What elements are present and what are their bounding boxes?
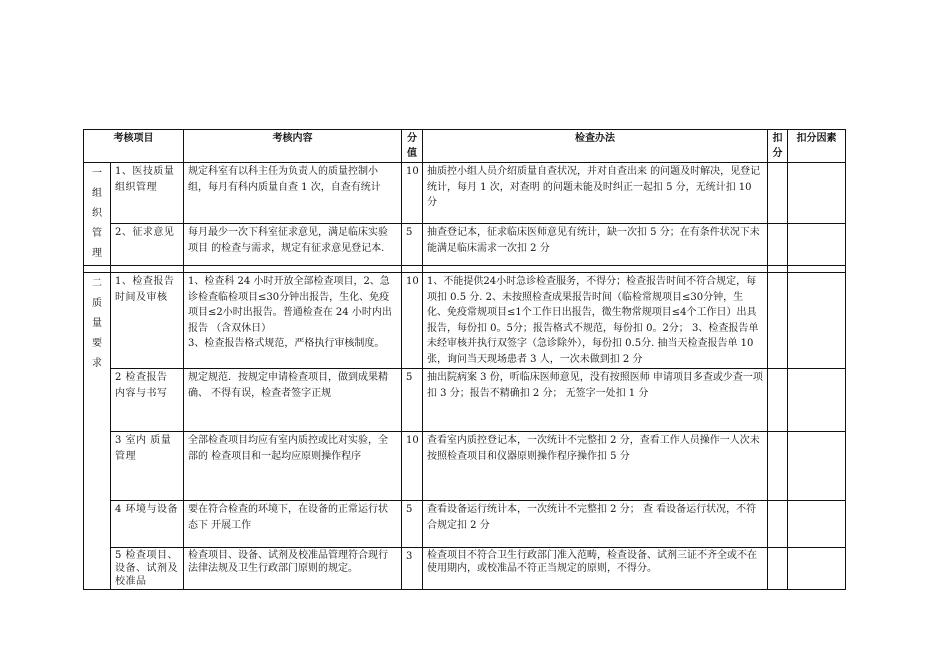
item-cell: 4 环境与设备 xyxy=(111,501,184,548)
content-cell: 全部检查项目均应有室内质控或比对实验，全部的 检查项目和一起均应原则操作程序 xyxy=(184,432,402,501)
spacer-cell xyxy=(788,266,846,273)
header-deduct xyxy=(768,130,788,163)
factor-cell xyxy=(788,224,846,266)
method-cell: 抽出院病案 3 份，听临床医师意见，没有按照医师 申请项目多查或少查一项扣 3 分；报告不精确扣 2 分； 无签字一处扣 1 分 xyxy=(423,369,768,432)
spacer-row xyxy=(84,266,846,273)
item-cell: 1、医技质量组织管理 xyxy=(111,163,184,224)
assessment-table xyxy=(83,129,846,590)
factor-cell xyxy=(788,501,846,548)
score-cell: 5 xyxy=(402,369,423,432)
score-cell: 3 xyxy=(402,548,423,590)
method-cell: 抽质控小组人员介绍质量自查状况，并对自查出来 的问题及时解决，见登记统计，每月 1 次，对查明 的问题未能及时纠正一起扣 5 分，无统计扣 10 分 xyxy=(423,163,768,224)
score-cell: 10 xyxy=(402,273,423,369)
content-cell: 每月最少一次下科室征求意见，满足临床实验项目 的检查与需求，规定有征求意见登记本. xyxy=(184,224,402,266)
category-char: 织 xyxy=(92,208,102,219)
spacer-cell xyxy=(423,266,768,273)
method-cell: 查看室内质控登记本，一次统计不完整扣 2 分，查看工作人员操作一人次未按照检查项目和仪器原则操作程序操作扣 5 分 xyxy=(423,432,768,501)
spacer-cell xyxy=(84,266,111,273)
header-score xyxy=(402,130,423,163)
content-cell: 规定科室有以科主任为负责人的质量控制小组，每月有科内质量自查 1 次，自查有统计 xyxy=(184,163,402,224)
spacer-cell xyxy=(111,266,184,273)
spacer-cell xyxy=(402,266,423,273)
score-cell: 5 xyxy=(402,501,423,548)
table-row xyxy=(84,163,846,224)
category-char: 二 xyxy=(92,278,102,289)
table-row xyxy=(84,432,846,501)
method-cell: 查看设备运行统计本，一次统计不完整扣 2 分； 查 看设备运行状况，不符合规定扣 2 分 xyxy=(423,501,768,548)
category-char: 管 xyxy=(92,228,102,239)
score-cell: 5 xyxy=(402,224,423,266)
item-cell: 2、征求意见 xyxy=(111,224,184,266)
deduct-cell xyxy=(768,163,788,224)
deduct-cell xyxy=(768,369,788,432)
deduct-cell xyxy=(768,432,788,501)
method-cell: 检查项目不符合卫生行政部门准入范畴，检查设备、试剂三证不齐全或不在使用期内，或校准品不符正当规定的原则，不得分。 xyxy=(423,548,768,590)
content-cell: 检查项目、设备、试剂及校准品管理符合现行法律法规及卫生行政部门原则的规定。 xyxy=(184,548,402,590)
score-cell: 10 xyxy=(402,163,423,224)
table-row xyxy=(84,273,846,369)
header-item: 考核项目 xyxy=(84,130,184,163)
category-char: 量 xyxy=(92,318,102,329)
deduct-cell xyxy=(768,273,788,369)
method-cell: 抽查登记本，征求临床医师意见有统计，缺一次扣 5 分；在有条件状况下未能满足临床需求一次扣 2 分 xyxy=(423,224,768,266)
header-method: 检查办法 xyxy=(423,130,768,163)
header-row xyxy=(84,130,846,163)
header-score-b: 值 xyxy=(407,148,417,159)
content-cell: 要在符合检查的环境下，在设备的正常运行状态下 开展工作 xyxy=(184,501,402,548)
header-deduct-a: 扣 xyxy=(772,133,783,144)
table-row xyxy=(84,501,846,548)
item-cell: 5 检查项目、 设备、试剂及校准品 xyxy=(111,548,184,590)
category-char: 一 xyxy=(92,168,102,179)
category-char: 求 xyxy=(92,358,102,369)
deduct-cell xyxy=(768,224,788,266)
method-cell: 1、不能提供24小时急诊检查服务，不得分；检查报告时间不符合规定，每项扣 0.5 分. 2、未按照检查成果报告时间（临检常规项目≤30分钟，生化、免疫常规项目≤1个工作日出报告，微生物常规项目≤4个工作日）出具报告，每份扣 0。5分；报告格式不规范，每份扣 0。2分； 3、检查报告单未经审核并执行双签字（急诊除外），每份扣 0.5分. 抽当天检查报告单 10 张，询问当天现场患者 3 人，一次未做到扣 2 分 xyxy=(423,273,768,369)
category-cell-2 xyxy=(84,273,111,590)
category-char: 理 xyxy=(92,248,102,259)
table-row xyxy=(84,548,846,590)
table-row xyxy=(84,369,846,432)
header-deduct-b: 分 xyxy=(772,148,783,159)
factor-cell xyxy=(788,369,846,432)
item-cell: 3 室内 质量管理 xyxy=(111,432,184,501)
factor-cell xyxy=(788,432,846,501)
factor-cell xyxy=(788,273,846,369)
deduct-cell xyxy=(768,501,788,548)
factor-cell xyxy=(788,548,846,590)
category-char: 质 xyxy=(92,298,102,309)
spacer-cell xyxy=(184,266,402,273)
header-factor: 扣分因素 xyxy=(788,130,846,163)
content-cell: 规定规范．按规定申请检查项目，做到成果精确、 不得有误，检查者签字正规 xyxy=(184,369,402,432)
content-cell: 1、检查科 24 小时开放全部检查项目，2、急诊检查临检项目≤30分钟出报告，生化、免疫项目≤2小时出报告。普通检查在 24 小时内出报告 （含双休日） 3、检查报告格式规范，严格执行审核制度。 xyxy=(184,273,402,369)
category-cell-1 xyxy=(84,163,111,266)
score-cell: 10 xyxy=(402,432,423,501)
category-char: 要 xyxy=(92,338,102,349)
deduct-cell xyxy=(768,548,788,590)
table-row xyxy=(84,224,846,266)
category-char: 组 xyxy=(92,188,102,199)
spacer-cell xyxy=(768,266,788,273)
factor-cell xyxy=(788,163,846,224)
item-cell: 1、检查报告时间及审核 xyxy=(111,273,184,369)
item-cell: 2 检查报告 内容与书写 xyxy=(111,369,184,432)
header-content: 考核内容 xyxy=(184,130,402,163)
header-score-a: 分 xyxy=(407,133,417,144)
